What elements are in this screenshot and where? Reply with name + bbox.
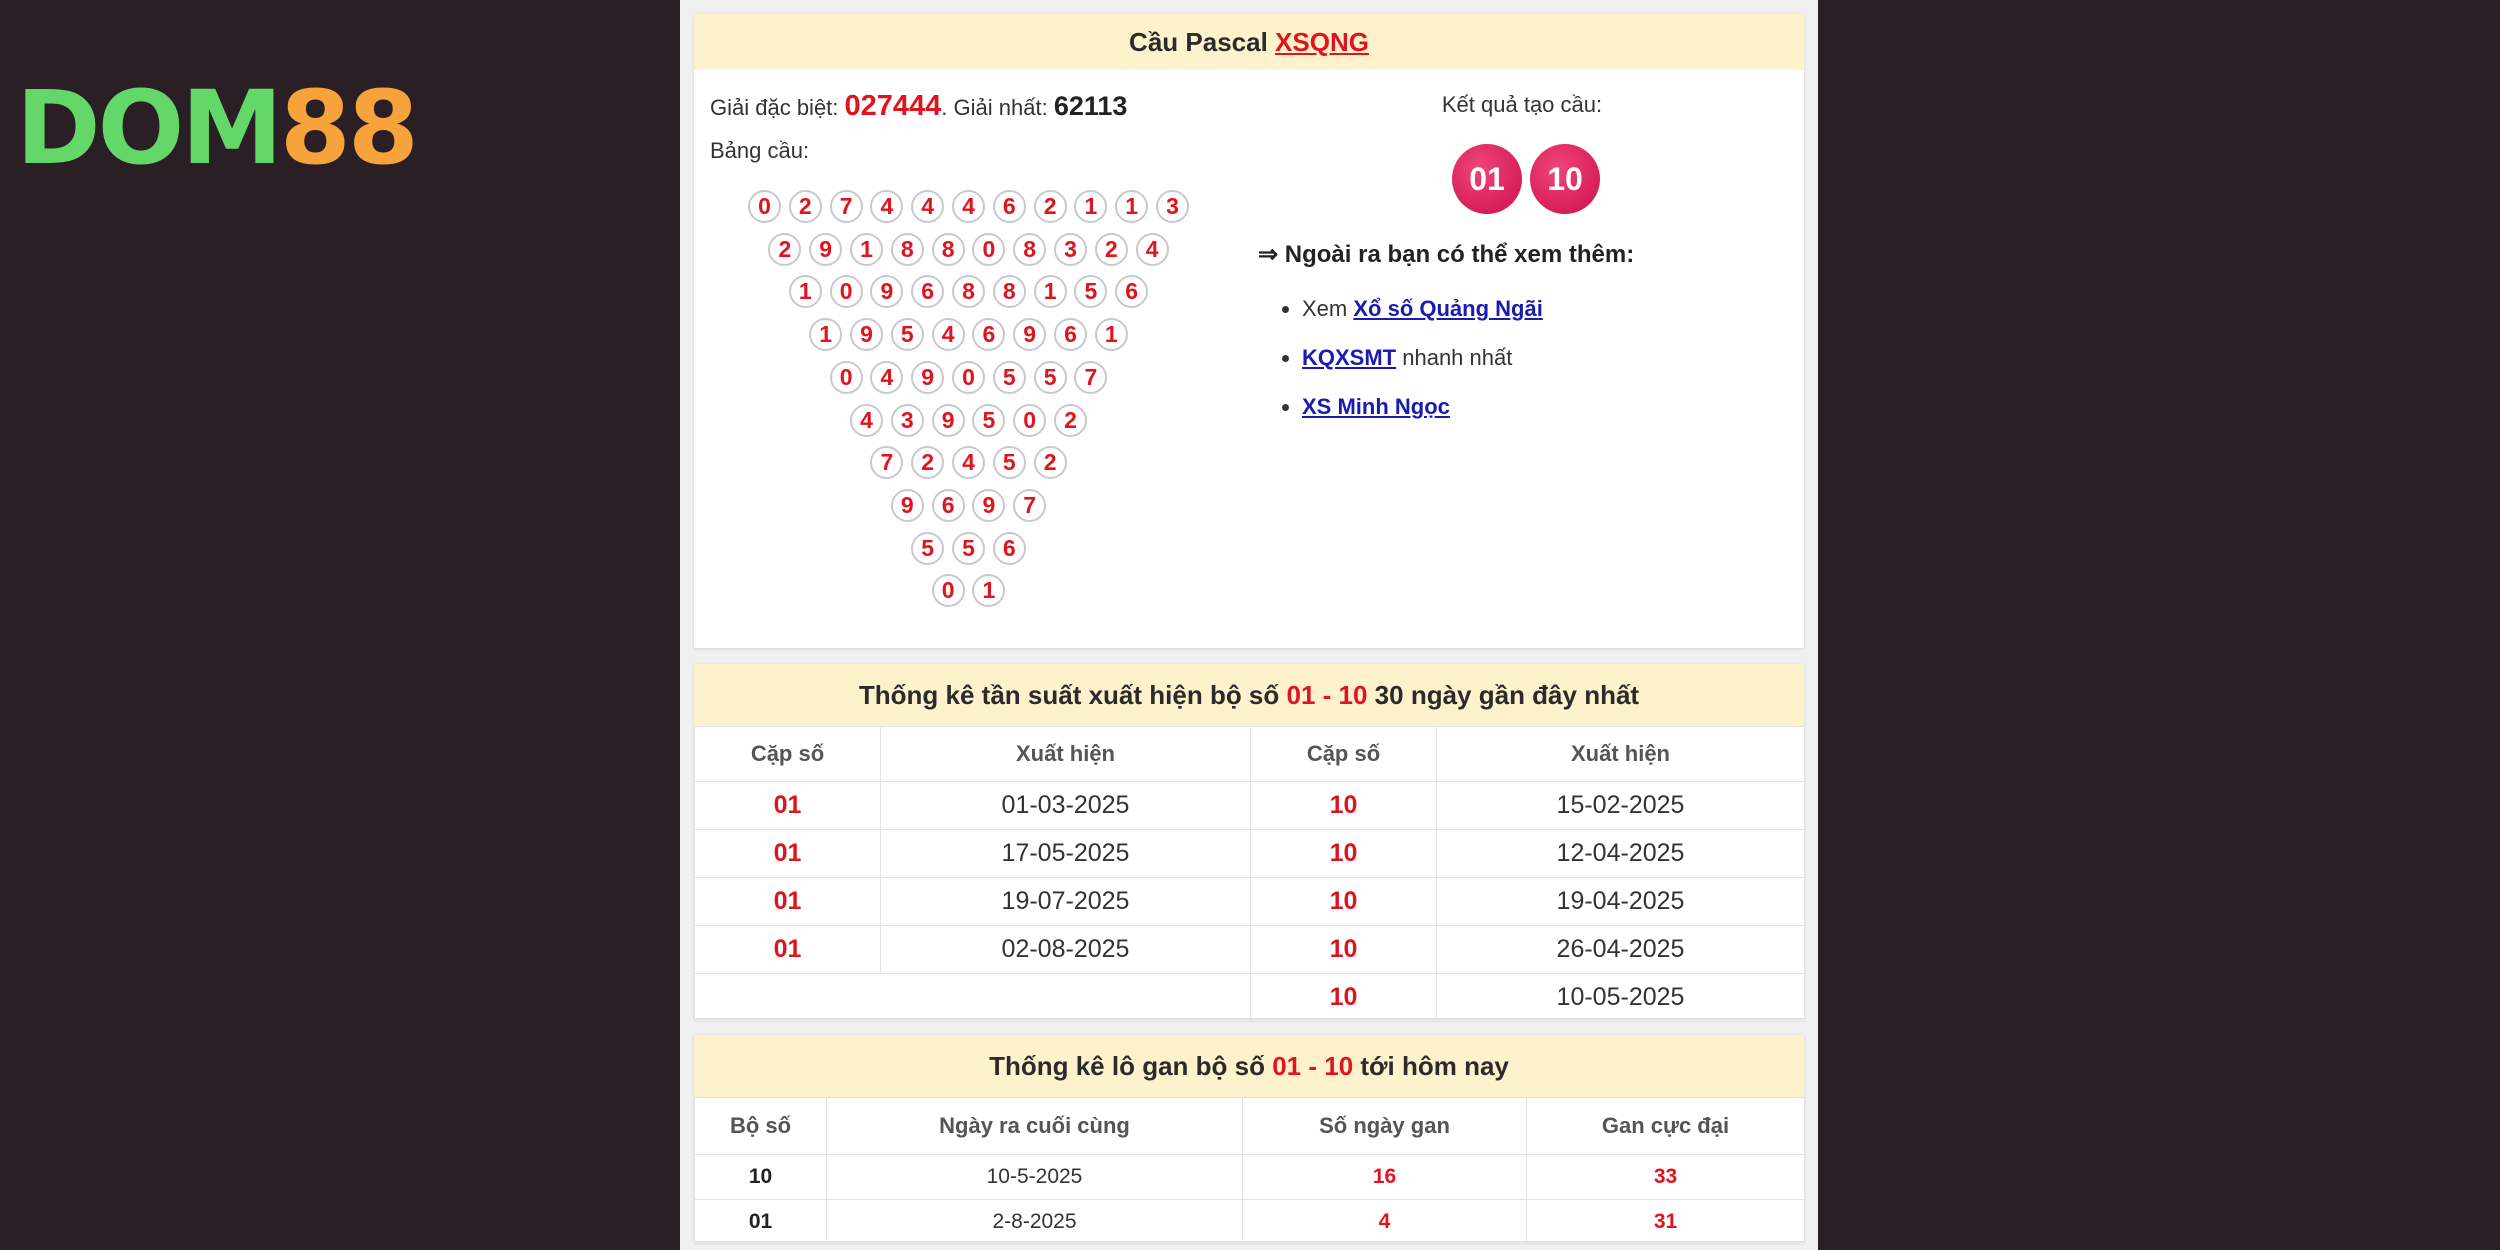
pair-cell: 01 <box>695 782 881 830</box>
pascal-digit: 5 <box>891 318 924 351</box>
pascal-digit: 8 <box>952 275 985 308</box>
table-header-row <box>695 727 1805 782</box>
pair-cell: 01 <box>695 926 881 974</box>
pascal-digit: 0 <box>932 574 965 607</box>
pascal-digit: 4 <box>850 404 883 437</box>
header-so-ngay-gan: Số ngày gan <box>1243 1098 1527 1155</box>
table-row <box>695 1200 1805 1245</box>
pair-cell: 10 <box>1251 782 1437 830</box>
pascal-digit: 4 <box>952 446 985 479</box>
so-ngay-gan-cell: 16 <box>1243 1155 1527 1200</box>
pascal-digit: 6 <box>1054 318 1087 351</box>
pascal-title: Cầu Pascal XSQNG <box>694 14 1804 70</box>
pascal-digit: 2 <box>1034 190 1067 223</box>
table-row <box>695 878 1805 926</box>
date-cell: 2-8-2025 <box>827 1200 1243 1245</box>
date-cell: 10-05-2025 <box>1437 974 1805 1022</box>
pascal-digit: 6 <box>1115 275 1148 308</box>
list-item <box>1302 390 1543 439</box>
date-cell: 19-07-2025 <box>881 878 1251 926</box>
result-ball: 01 <box>1452 144 1522 214</box>
xsqng-link[interactable]: XSQNG <box>1275 27 1369 57</box>
pascal-digit: 0 <box>1013 404 1046 437</box>
pascal-digit: 4 <box>870 361 903 394</box>
so-ngay-gan-cell: 4 <box>1243 1200 1527 1245</box>
pair-cell: 10 <box>1251 974 1437 1022</box>
pascal-digit: 7 <box>1074 361 1107 394</box>
frequency-title: Thống kê tần suất xuất hiện bộ số 01 - 10 30 ngày gần đây nhất <box>694 664 1804 726</box>
logo-text-88: 88 <box>279 69 416 188</box>
table-row <box>695 1155 1805 1200</box>
pascal-digit: 5 <box>993 361 1026 394</box>
pascal-digit: 0 <box>748 190 781 223</box>
pascal-digit: 7 <box>1013 489 1046 522</box>
header-cap-so: Cặp số <box>1251 727 1437 782</box>
pascal-digit: 6 <box>911 275 944 308</box>
pascal-digit: 0 <box>830 275 863 308</box>
pascal-digit: 9 <box>932 404 965 437</box>
pascal-digit: 2 <box>911 446 944 479</box>
pascal-digit: 0 <box>830 361 863 394</box>
pascal-digit: 5 <box>972 404 1005 437</box>
pascal-digit: 9 <box>870 275 903 308</box>
gn-value: 62113 <box>1053 91 1128 121</box>
date-cell: 10-5-2025 <box>827 1155 1243 1200</box>
pascal-digit: 1 <box>1115 190 1148 223</box>
lo-gan-table <box>694 1097 1805 1245</box>
pascal-digit: 8 <box>932 233 965 266</box>
pair-cell: 01 <box>695 878 881 926</box>
result-label: Kết quả tạo cầu: <box>1441 92 1603 117</box>
pascal-digit: 5 <box>911 532 944 565</box>
gan-cuc-dai-cell: 31 <box>1527 1200 1805 1245</box>
prize-line <box>710 90 1127 123</box>
more-links-list <box>1258 292 1543 439</box>
table-row <box>695 926 1805 974</box>
pascal-digit: 4 <box>870 190 903 223</box>
pascal-digit: 2 <box>789 190 822 223</box>
dom88-logo[interactable] <box>16 69 416 188</box>
pascal-digit: 1 <box>809 318 842 351</box>
list-item: • Xem Xổ số Quảng Ngãi <box>1302 292 1543 341</box>
header-ngay-ra: Ngày ra cuối cùng <box>827 1098 1243 1155</box>
pair-cell: 10 <box>1251 830 1437 878</box>
kqxsmt-link[interactable]: KQXSMT <box>1302 345 1397 370</box>
pascal-digit: 2 <box>768 233 801 266</box>
pascal-digit: 2 <box>1054 404 1087 437</box>
pascal-digit: 1 <box>972 574 1005 607</box>
pascal-digit: 1 <box>789 275 822 308</box>
pascal-digit: 3 <box>1156 190 1189 223</box>
gn-label: . Giải nhất: <box>941 95 1054 120</box>
pascal-digit: 6 <box>972 318 1005 351</box>
pascal-digit: 2 <box>1095 233 1128 266</box>
frequency-card <box>694 664 1804 1018</box>
gdb-value: 027444 <box>844 90 942 122</box>
pascal-digit: 4 <box>932 318 965 351</box>
header-xuat-hien: Xuất hiện <box>1437 727 1805 782</box>
date-cell: 01-03-2025 <box>881 782 1251 830</box>
bang-cau-label: Bảng cầu: <box>710 138 810 163</box>
date-cell: 17-05-2025 <box>881 830 1251 878</box>
pair-cell: 10 <box>1251 878 1437 926</box>
pascal-digit: 9 <box>911 361 944 394</box>
logo-text-dom: DOM <box>16 69 280 188</box>
empty-cell <box>695 974 1251 1022</box>
pascal-digit: 4 <box>1136 233 1169 266</box>
pascal-digit: 8 <box>891 233 924 266</box>
date-cell: 19-04-2025 <box>1437 878 1805 926</box>
content-column <box>680 0 1818 1250</box>
xs-minh-ngoc-link[interactable]: XS Minh Ngọc <box>1302 394 1450 419</box>
date-cell: 15-02-2025 <box>1437 782 1805 830</box>
header-cap-so: Cặp số <box>695 727 881 782</box>
pascal-digit: 3 <box>891 404 924 437</box>
header-xuat-hien: Xuất hiện <box>881 727 1251 782</box>
pascal-digit: 1 <box>850 233 883 266</box>
header-gan-cuc-dai: Gan cực đại <box>1527 1098 1805 1155</box>
pascal-card <box>694 14 1804 648</box>
table-row <box>695 974 1805 1022</box>
lo-gan-title: Thống kê lô gan bộ số 01 - 10 tới hôm nay <box>694 1035 1804 1097</box>
bo-so-cell: 10 <box>695 1155 827 1200</box>
xo-so-quang-ngai-link[interactable]: Xổ số Quảng Ngãi <box>1353 296 1543 321</box>
pascal-digit: 6 <box>932 489 965 522</box>
date-cell: 26-04-2025 <box>1437 926 1805 974</box>
pascal-digit: 9 <box>972 489 1005 522</box>
pascal-digit: 5 <box>993 446 1026 479</box>
lo-gan-card <box>694 1035 1804 1241</box>
pair-cell: 10 <box>1251 926 1437 974</box>
pascal-digit: 5 <box>952 532 985 565</box>
pascal-digit: 9 <box>809 233 842 266</box>
pascal-digit: 4 <box>911 190 944 223</box>
pascal-digit: 5 <box>1034 361 1067 394</box>
pascal-digit: 2 <box>1034 446 1067 479</box>
pascal-digit: 0 <box>972 233 1005 266</box>
pascal-digit: 7 <box>830 190 863 223</box>
pascal-digit: 9 <box>1013 318 1046 351</box>
pascal-digit: 6 <box>993 532 1026 565</box>
gdb-label: Giải đặc biệt: <box>710 95 845 120</box>
pascal-digit: 6 <box>993 190 1026 223</box>
header-bo-so: Bộ số <box>695 1098 827 1155</box>
table-row <box>695 782 1805 830</box>
list-item: • KQXSMT nhanh nhất <box>1302 341 1543 390</box>
pascal-digit: 8 <box>1013 233 1046 266</box>
table-header-row <box>695 1098 1805 1155</box>
pascal-digit: 8 <box>993 275 1026 308</box>
pascal-digit: 0 <box>952 361 985 394</box>
date-cell: 12-04-2025 <box>1437 830 1805 878</box>
pascal-digit: 5 <box>1074 275 1107 308</box>
table-row <box>695 830 1805 878</box>
pascal-digit: 9 <box>850 318 883 351</box>
more-title: ⇒ Ngoài ra bạn có thể xem thêm: <box>1258 241 1635 268</box>
gan-cuc-dai-cell: 33 <box>1527 1155 1805 1200</box>
pascal-digit: 1 <box>1095 318 1128 351</box>
pascal-digit: 1 <box>1034 275 1067 308</box>
pair-cell: 01 <box>695 830 881 878</box>
date-cell: 02-08-2025 <box>881 926 1251 974</box>
pascal-digit: 9 <box>891 489 924 522</box>
frequency-table <box>694 726 1805 1022</box>
bo-so-cell: 01 <box>695 1200 827 1245</box>
pascal-digit: 1 <box>1074 190 1107 223</box>
pascal-digit: 4 <box>952 190 985 223</box>
result-ball: 10 <box>1530 144 1600 214</box>
pascal-digit: 3 <box>1054 233 1087 266</box>
pascal-digit: 7 <box>870 446 903 479</box>
